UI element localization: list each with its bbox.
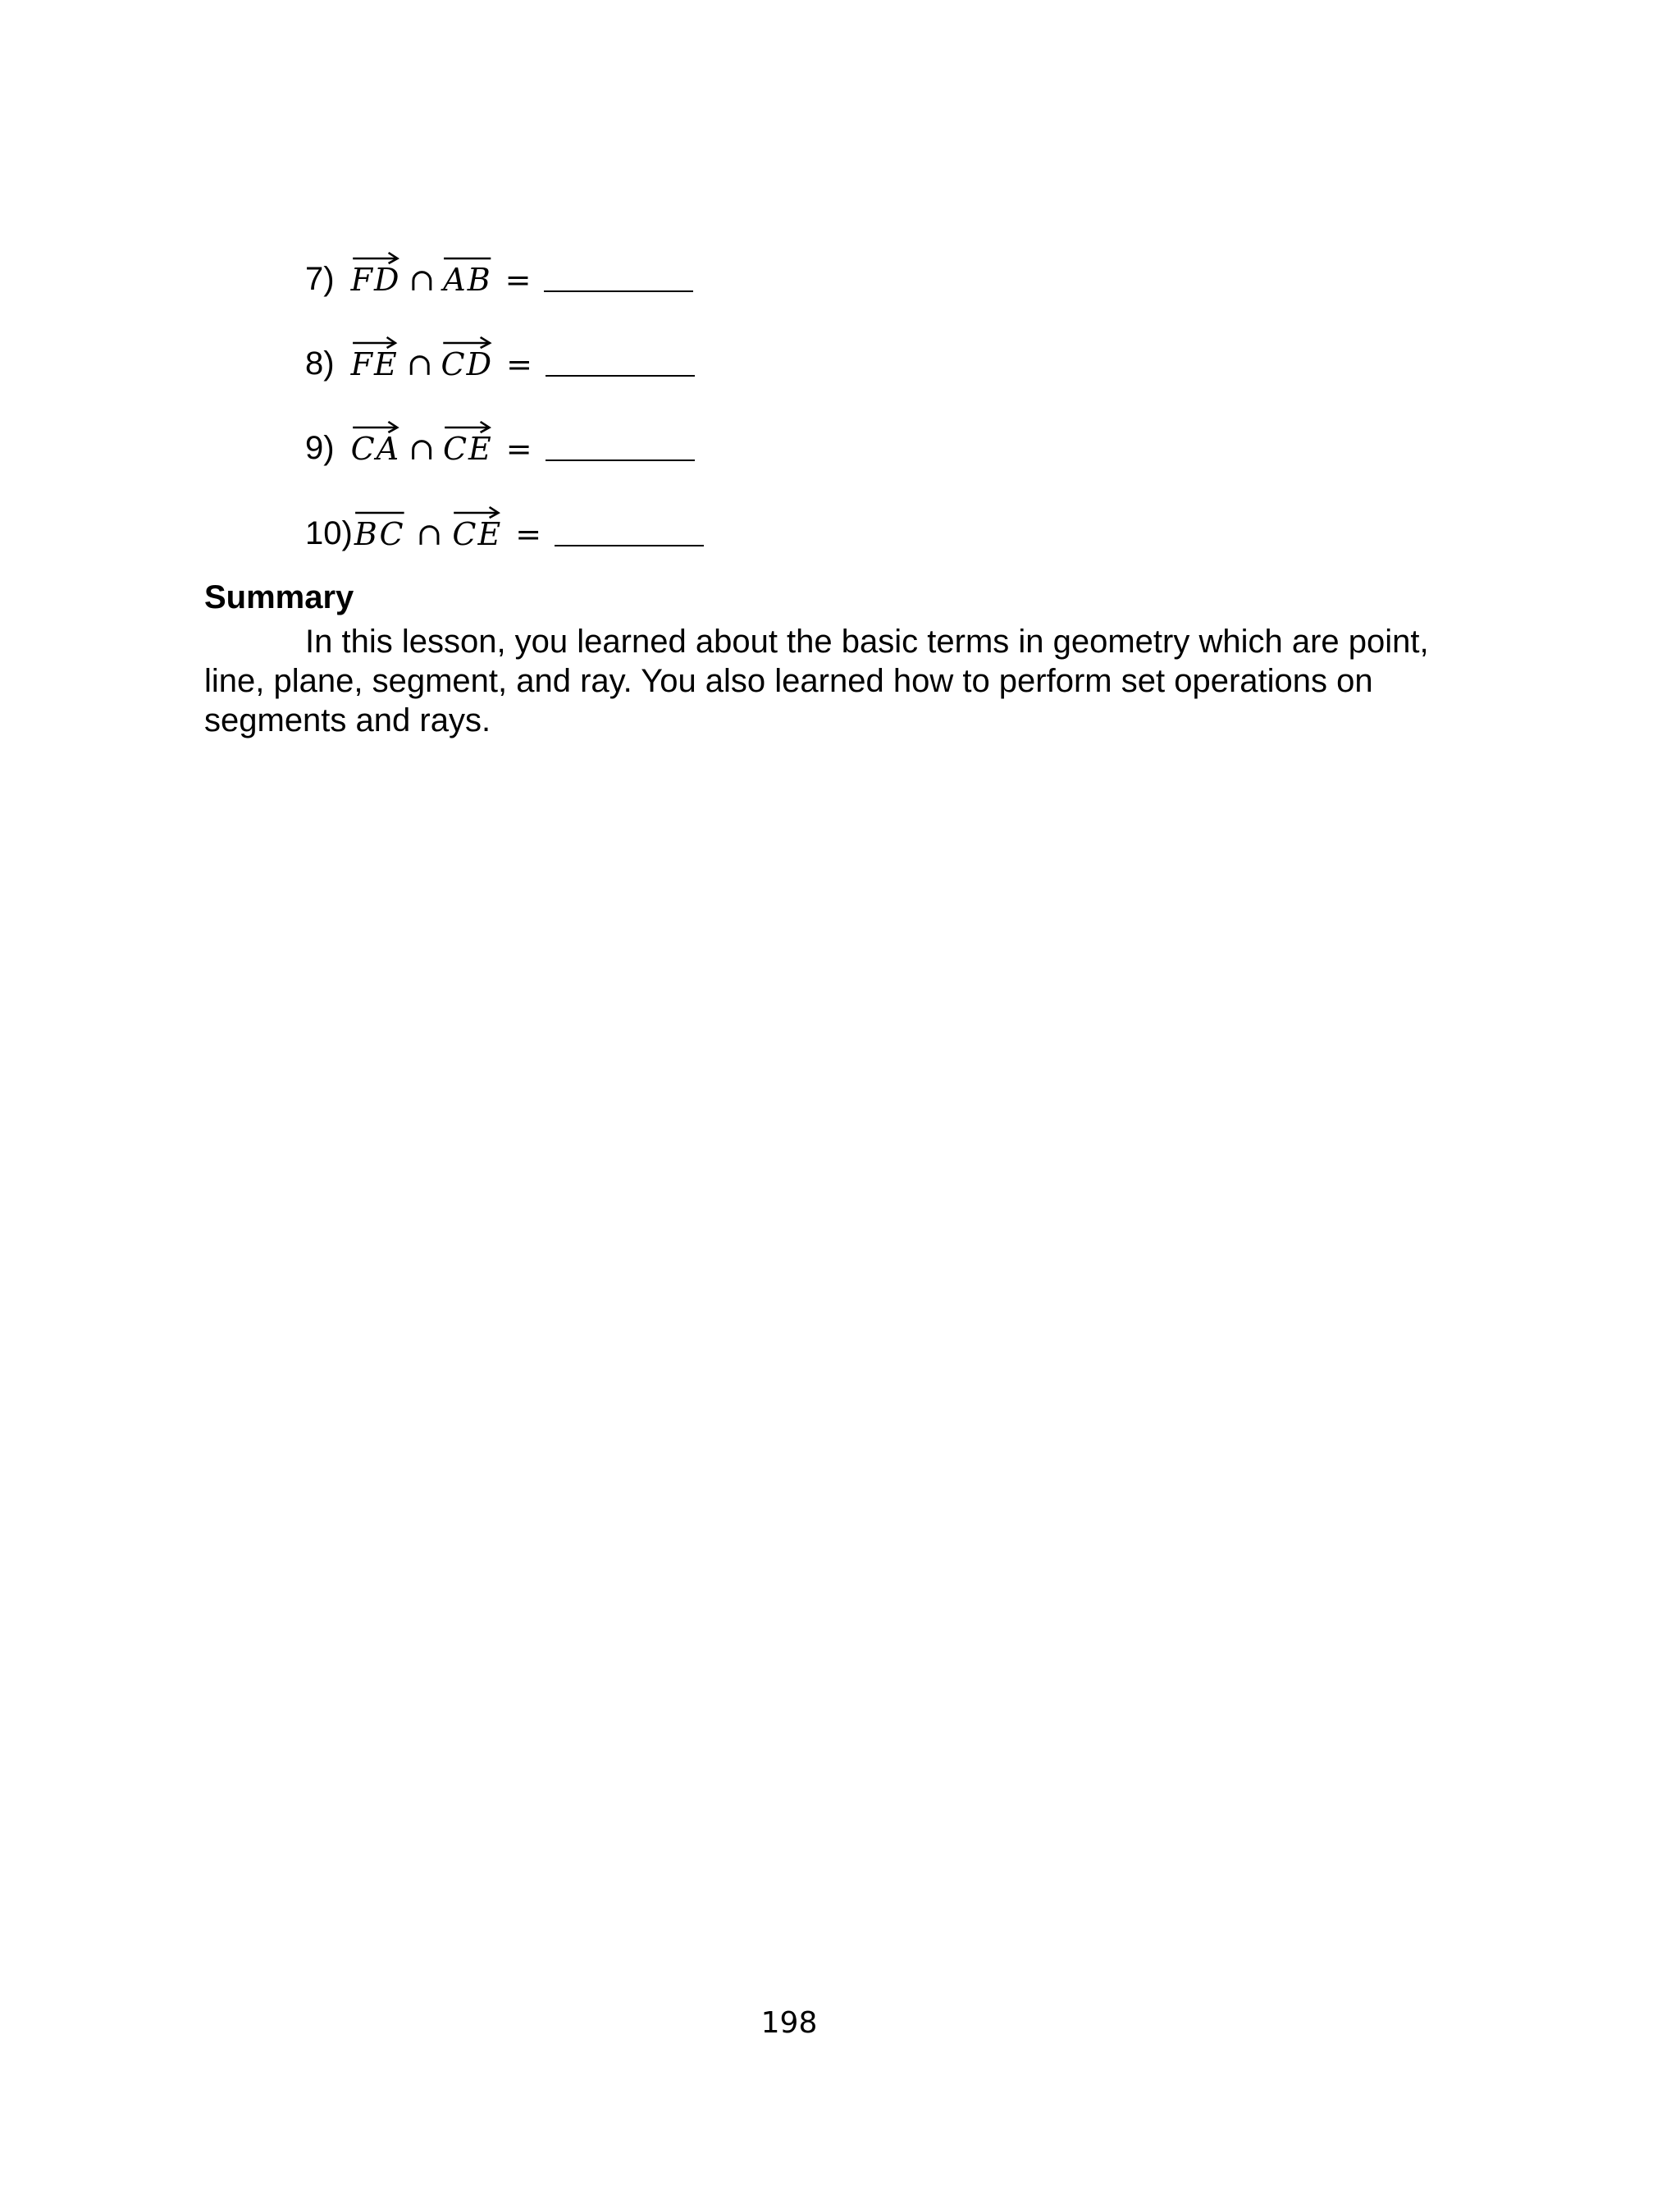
ray-arrow-icon bbox=[351, 334, 399, 349]
answer-blank[interactable] bbox=[555, 545, 704, 546]
exercise-9 bbox=[305, 407, 695, 467]
exercise-number: 9) bbox=[305, 430, 335, 466]
ray-symbol: FE bbox=[351, 334, 399, 380]
ray-symbol: CE bbox=[452, 504, 502, 550]
exercise-8 bbox=[305, 322, 695, 380]
summary-paragraph: In this lesson, you learned about the basic terms in geometry which are point, line, plane, segment, and ray. You also learned how to perform set operations on segments and rays. bbox=[204, 624, 1429, 738]
ray-arrow-icon bbox=[441, 334, 494, 349]
exercise-number: 10) bbox=[305, 515, 353, 551]
answer-blank[interactable] bbox=[546, 375, 695, 377]
ray-symbol: CD bbox=[441, 334, 494, 380]
ray-arrow-icon bbox=[452, 504, 502, 519]
exercise-number: 7) bbox=[305, 261, 335, 297]
exercise-number: 8) bbox=[305, 345, 335, 382]
intersection-operator: ∩ bbox=[416, 516, 443, 552]
ray-symbol: FD bbox=[351, 249, 401, 295]
equals-sign: = bbox=[504, 262, 532, 298]
segment-symbol: AB bbox=[443, 249, 491, 295]
equals-sign: = bbox=[515, 516, 542, 552]
segment-bar-icon bbox=[354, 504, 405, 519]
equals-sign: = bbox=[505, 431, 532, 467]
answer-blank[interactable] bbox=[544, 290, 693, 292]
answer-blank[interactable] bbox=[546, 459, 695, 461]
intersection-operator: ∩ bbox=[409, 262, 436, 298]
exercise-7 bbox=[305, 238, 693, 298]
exercise-10 bbox=[305, 492, 704, 550]
intersection-operator: ∩ bbox=[409, 431, 435, 467]
intersection-operator: ∩ bbox=[406, 346, 433, 382]
summary-heading: Summary bbox=[204, 579, 354, 615]
ray-symbol: CE bbox=[443, 418, 493, 464]
segment-symbol: BC bbox=[354, 504, 405, 550]
page-number: 198 bbox=[760, 2006, 818, 2040]
ray-symbol: CA bbox=[351, 418, 401, 464]
ray-arrow-icon bbox=[443, 418, 493, 433]
ray-arrow-icon bbox=[351, 249, 401, 264]
ray-arrow-icon bbox=[351, 418, 401, 433]
segment-bar-icon bbox=[443, 249, 491, 264]
equals-sign: = bbox=[506, 346, 532, 382]
